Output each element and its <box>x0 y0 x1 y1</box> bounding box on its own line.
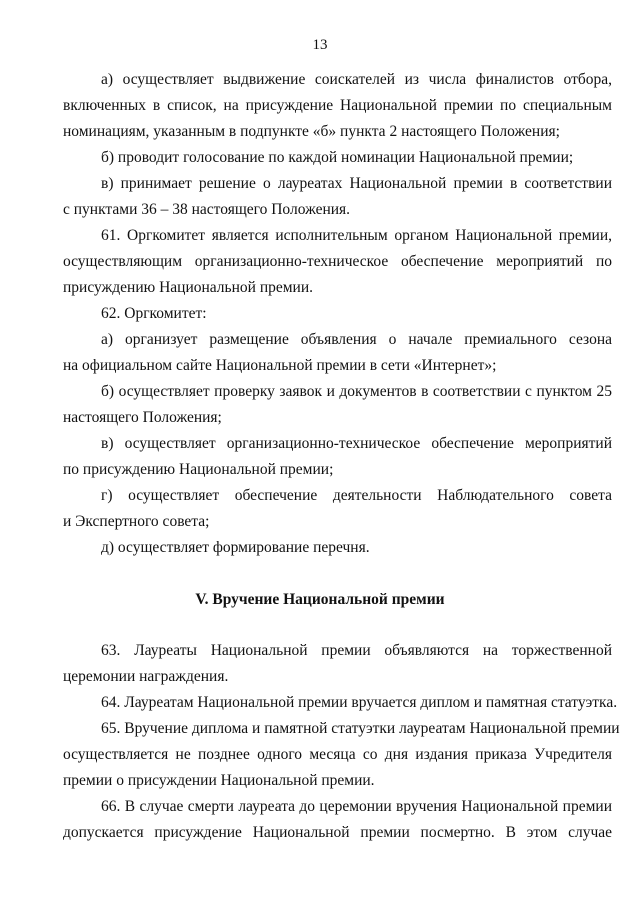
text-line: по присуждению Национальной премии; <box>63 461 334 478</box>
text-line: б) осуществляет проверку заявок и документов в соответствии с пунктом 25 <box>101 383 612 400</box>
text-line: 66. В случае смерти лауреата до церемонии вручения Национальной премии <box>101 798 612 815</box>
text-line: настоящего Положения; <box>63 409 222 426</box>
text-line: 61. Оргкомитет является исполнительным органом Национальной премии, <box>101 227 612 244</box>
text-line: 62. Оргкомитет: <box>101 305 207 322</box>
text-line: допускается присуждение Национальной премии посмертно. В этом случае <box>63 824 612 841</box>
text-line: включенных в список, на присуждение Национальной премии по специальным <box>63 97 612 114</box>
text-line: 63. Лауреаты Национальной премии объявляются на торжественной <box>101 642 612 659</box>
text-line: осуществляющим организационно-техническое обеспечение мероприятий по <box>63 253 612 270</box>
text-line: осуществляется не позднее одного месяца со дня издания приказа Учредителя <box>63 746 612 763</box>
text-line: в) осуществляет организационно-техническое обеспечение мероприятий <box>101 435 612 452</box>
text-line: премии о присуждении Национальной премии. <box>63 772 375 789</box>
text-line: церемонии награждения. <box>63 668 229 685</box>
text-line: 64. Лауреатам Национальной премии вручается диплом и памятная статуэтка. <box>101 694 618 711</box>
text-line: и Экспертного совета; <box>63 513 210 530</box>
text-line: в) принимает решение о лауреатах Национальной премии в соответствии <box>101 175 612 192</box>
text-line: а) осуществляет выдвижение соискателей из числа финалистов отбора, <box>101 71 612 88</box>
text-line: присуждению Национальной премии. <box>63 279 314 296</box>
text-line: с пунктами 36 – 38 настоящего Положения. <box>63 201 351 218</box>
text-line: д) осуществляет формирование перечня. <box>101 539 370 556</box>
text-line: номинациям, указанным в подпункте «б» пункта 2 настоящего Положения; <box>63 123 560 140</box>
section-heading: V. Вручение Национальной премии <box>195 591 445 608</box>
text-line: 65. Вручение диплома и памятной статуэтки лауреатам Национальной премии <box>101 720 620 737</box>
text-line: б) проводит голосование по каждой номинации Национальной премии; <box>101 149 574 166</box>
text-line: на официальном сайте Национальной премии в сети «Интернет»; <box>63 357 497 374</box>
text-line: а) организует размещение объявления о начале премиального сезона <box>101 331 612 348</box>
text-line: г) осуществляет обеспечение деятельности Наблюдательного совета <box>101 487 612 504</box>
page-number: 13 <box>312 37 328 53</box>
